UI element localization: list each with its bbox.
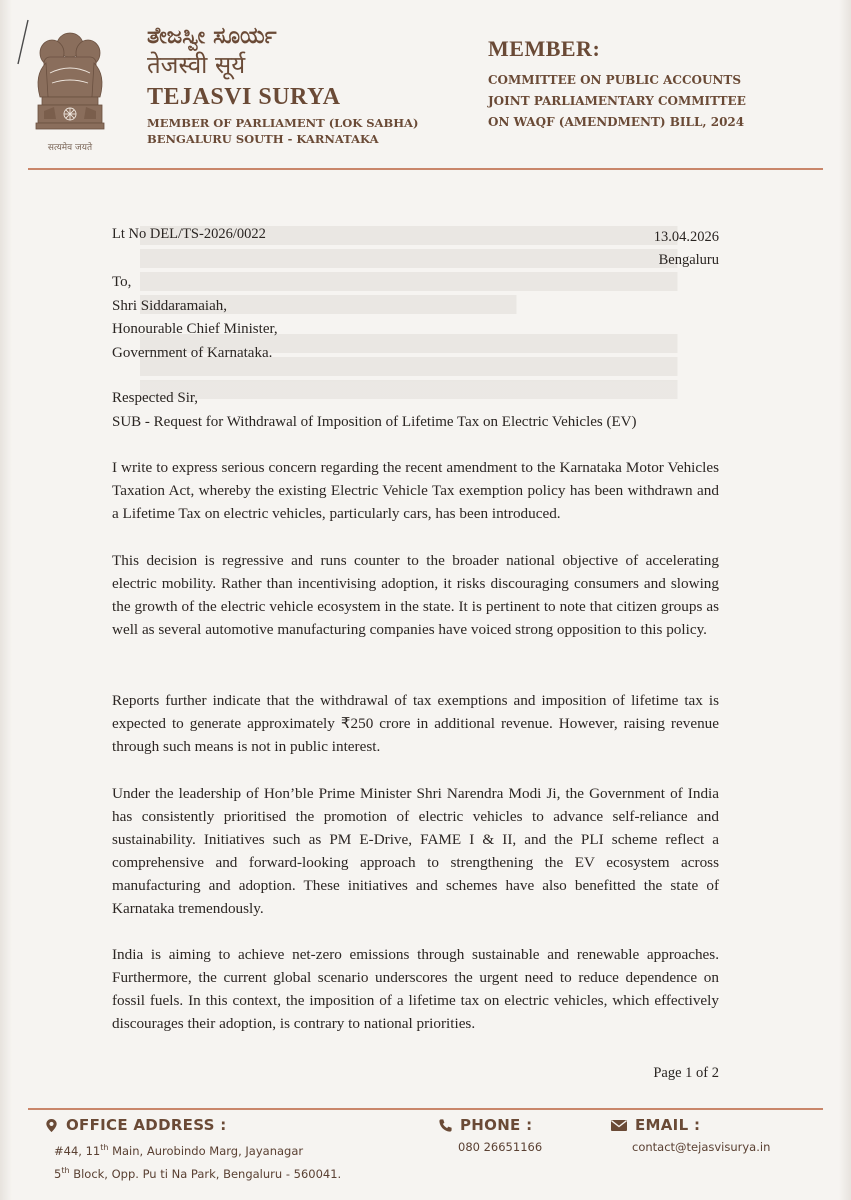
- footer-divider: [28, 1108, 823, 1110]
- paragraph-text: India is aiming to achieve net-zero emissions through sustainable and renewable approaches. Furthermore, the current global scenario underscores the urgent need to reduce dependence on fossil fuels. In this context, the imposition of a lifetime tax on electric vehicles, which effectively discourages their adoption, is contrary to national priorities.: [112, 946, 719, 1032]
- paragraph: [112, 782, 719, 920]
- paragraph-text: I write to express serious concern regarding the recent amendment to the Karnataka Motor Vehicles Taxation Act, whereby the existing Electric Vehicle Tax exemption policy has been withdrawn and a Lifetime Tax on electric vehicles, particularly cars, has been introduced.: [112, 459, 719, 522]
- email-label: EMAIL :: [635, 1116, 701, 1134]
- paragraph-text: Reports further indicate that the withdrawal of tax exemptions and imposition of lifetime tax is expected to generate approximately ₹250 crore in additional revenue. However, raising revenue through such means is not in public interest.: [112, 692, 719, 755]
- recipient-line: Government of Karnataka.: [112, 344, 273, 361]
- email-address[interactable]: contact@tejasvisurya.in: [632, 1140, 771, 1154]
- name-hindi: तेजस्वी सूर्य: [147, 51, 246, 79]
- subject-line: SUB - Request for Withdrawal of Imposition of Lifetime Tax on Electric Vehicles (EV): [112, 413, 637, 430]
- committee-line: COMMITTEE ON PUBLIC ACCOUNTS: [488, 73, 741, 87]
- committee-membership-block: [488, 36, 746, 133]
- paragraph: [112, 456, 719, 525]
- salutation: Respected Sir,: [112, 390, 199, 406]
- page-edge-right: [839, 0, 851, 1200]
- date-place-block: [654, 226, 719, 272]
- committee-line: ON WAQF (AMENDMENT) BILL, 2024: [488, 115, 745, 129]
- letterhead-name-block: [147, 22, 418, 147]
- recipient-line: Shri Siddaramaiah,: [112, 297, 227, 314]
- phone-label: PHONE :: [460, 1116, 533, 1134]
- name-kannada: ತೇಜಸ್ವೀ ಸೂರ್ಯ: [147, 23, 277, 49]
- member-title: MEMBER:: [488, 36, 601, 61]
- footer-office-address: [44, 1116, 341, 1184]
- recipient-line: Honourable Chief Minister,: [112, 321, 278, 337]
- phone-icon: [438, 1118, 453, 1133]
- footer-email: [610, 1116, 770, 1157]
- committee-line: JOINT PARLIAMENTARY COMMITTEE: [488, 94, 746, 108]
- office-address-line-2: 5th Block, Opp. Pu ti Na Park, Bengaluru - 560041.: [54, 1165, 342, 1181]
- emblem-motto: सत्यमेव जयते: [47, 143, 93, 153]
- envelope-icon: [610, 1118, 628, 1133]
- header-divider: [28, 168, 823, 170]
- paragraph: [112, 549, 719, 641]
- paragraph: [112, 943, 719, 1035]
- letter-place: Bengaluru: [658, 252, 719, 268]
- phone-number[interactable]: 080 26651166: [458, 1140, 543, 1154]
- footer-phone: [438, 1116, 542, 1157]
- paragraph: [112, 689, 719, 758]
- page-number: Page 1 of 2: [653, 1065, 719, 1081]
- letter-reference-number: Lt No DEL/TS-2026/0022: [112, 226, 266, 242]
- letter-date: 13.04.2026: [653, 229, 719, 245]
- name-english: TEJASVI SURYA: [147, 84, 341, 110]
- paragraph-text: Under the leadership of Hon’ble Prime Minister Shri Narendra Modi Ji, the Government of India has consistently prioritised the promotion of electric vehicles to advance self-reliance and sustainability. Initiatives such as PM E-Drive, FAME I & II, and the PLI scheme reflect a comprehensive and forward-looking approach to strengthening the EV ecosystem across manufacturing and adoption. These initiatives and schemes have also benefitted the state of Karnataka tremendously.: [112, 785, 719, 917]
- recipient-address: [112, 271, 278, 365]
- ashoka-emblem-icon: [24, 18, 116, 158]
- paragraph-text: This decision is regressive and runs counter to the broader national objective of accelerating electric mobility. Rather than incentivising adoption, it risks discouraging consumers and slowing the growth of the electric vehicle ecosystem in the state. It is pertinent to note that citizen groups as well as several automotive manufacturing companies have voiced strong opposition to this policy.: [112, 552, 719, 638]
- office-address-line-1: #44, 11th Main, Aurobindo Marg, Jayanagar: [54, 1143, 304, 1158]
- location-pin-icon: [44, 1118, 59, 1133]
- designation-line-1: MEMBER OF PARLIAMENT (LOK SABHA): [147, 116, 419, 130]
- salutation-block: [112, 387, 636, 434]
- page-edge-left: [0, 0, 12, 1200]
- designation-line-2: BENGALURU SOUTH - KARNATAKA: [147, 132, 379, 146]
- recipient-line: To,: [112, 274, 132, 290]
- office-address-label: OFFICE ADDRESS :: [66, 1116, 227, 1134]
